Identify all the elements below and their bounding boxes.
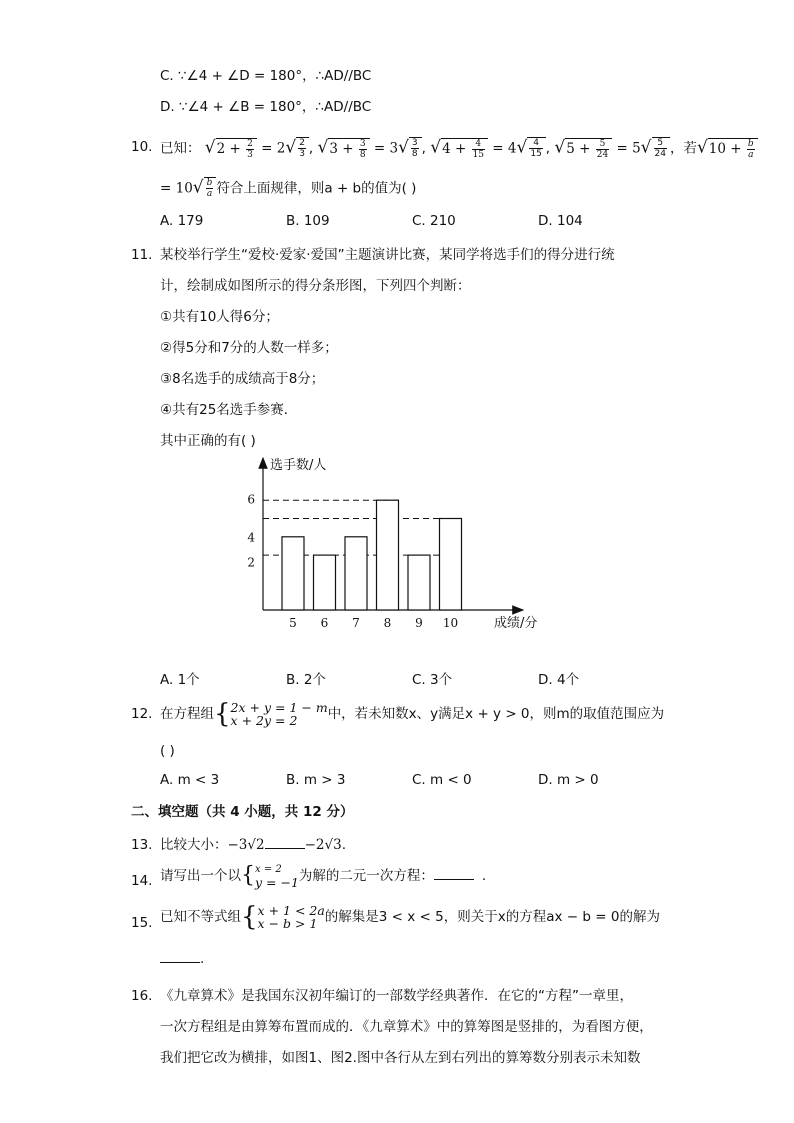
q14-pre: 请写出一个以 bbox=[160, 868, 241, 884]
q10-option-a: A. 179 bbox=[160, 213, 204, 229]
q10-number: 10. bbox=[131, 139, 153, 155]
y-axis-label: 选手数/人 bbox=[270, 458, 327, 473]
q9-option-c: C. ∵∠4 + ∠D = 180°，∴AD//BC bbox=[160, 68, 372, 84]
y-tick-label-2: 2 bbox=[247, 555, 255, 570]
q10-stem: 已知： √2 + $\frac{2}{3}$ = 2√ $\frac{2}{3}$ , √3 + $\frac{3}{8}$ = 3√ $\frac{3}{8}$ , √4 + $\frac{4}{15}$ = 4√ $\frac{4}{15}$ , √5 + $\frac{5}{24}$ = 5√ $\frac{5}{24}$ ，若√10 + $\frac{b}{a}$ bbox=[160, 137, 758, 160]
x-tick-label-5: 5 bbox=[289, 616, 297, 630]
q12-option-d: D. m > 0 bbox=[538, 772, 599, 788]
score-bar-chart bbox=[230, 450, 560, 640]
q10-suffix: 符合上面规律，则a + b的值为( ) bbox=[216, 180, 417, 197]
x-tick-label-6: 6 bbox=[320, 616, 329, 630]
q11-statement-1: ①共有10人得6分； bbox=[160, 309, 279, 325]
x-tick-label-7: 7 bbox=[352, 616, 360, 630]
q15-blank[interactable] bbox=[160, 950, 200, 963]
q10-option-c: C. 210 bbox=[412, 213, 456, 229]
q15-eq2: x − b > 1 bbox=[257, 916, 318, 931]
bar-5 bbox=[282, 537, 304, 610]
q15-eq1: x + 1 < 2a bbox=[257, 903, 325, 918]
q13-stem: 比较大小：−3√2 −2√3. bbox=[160, 837, 346, 853]
q12-option-b: B. m > 3 bbox=[286, 772, 346, 788]
q13-left: −3√2 bbox=[227, 837, 265, 853]
section-heading: 二、填空题（共 4 小题，共 12 分） bbox=[131, 804, 354, 820]
q12-number: 12. bbox=[131, 706, 153, 722]
y-tick-label-4: 4 bbox=[247, 530, 255, 545]
q11-statement-2: ②得5分和7分的人数一样多； bbox=[160, 340, 338, 356]
bar-10 bbox=[440, 519, 462, 611]
q10-option-b: B. 109 bbox=[286, 213, 330, 229]
q16-number: 16. bbox=[131, 988, 153, 1004]
q13-number: 13. bbox=[131, 837, 153, 853]
q14-x: x = 2 bbox=[255, 864, 282, 875]
q12-stem: 在方程组{ 2x + y = 1 − m x + 2y = 2 中，若未知数x、y满足x + y > 0，则m的取值范围应为 bbox=[160, 699, 665, 729]
q13-right: −2√3 bbox=[304, 837, 342, 853]
q11-number: 11. bbox=[131, 247, 153, 263]
q11-option-a: A. 1个 bbox=[160, 672, 200, 688]
q12-option-a: A. m < 3 bbox=[160, 772, 220, 788]
bar-8 bbox=[377, 500, 399, 610]
q11-statement-4: ④共有25名选手参赛． bbox=[160, 402, 298, 418]
q11-text-line2: 计，绘制成如图所示的得分条形图，下列四个判断： bbox=[160, 278, 471, 294]
q15-post: 的解集是3 < x < 5，则关于x的方程ax − b = 0的解为 bbox=[324, 909, 660, 925]
bar-9 bbox=[408, 555, 430, 610]
q15-number: 15. bbox=[131, 915, 153, 931]
q12-eq1: 2x + y = 1 − m bbox=[230, 700, 328, 715]
q16-line2: 一次方程组是由算筹布置而成的．《九章算术》中的算筹图是竖排的，为看图方便， bbox=[160, 1019, 653, 1035]
q14-stem: 请写出一个以{ x = 2 y = −1 为解的二元一次方程： . bbox=[160, 863, 487, 890]
q11-ask: 其中正确的有( ) bbox=[160, 433, 256, 449]
q9-option-d: D. ∵∠4 + ∠B = 180°，∴AD//BC bbox=[160, 99, 372, 115]
q14-post: 为解的二元一次方程： bbox=[298, 868, 434, 884]
y-tick-label-6: 6 bbox=[247, 492, 255, 507]
q10-intro: 已知： bbox=[160, 140, 201, 157]
q16-line3: 我们把它改为横排，如图1、图2.图中各行从左到右列出的算筹数分别表示未知数 bbox=[160, 1050, 641, 1066]
q12-option-c: C. m < 0 bbox=[412, 772, 472, 788]
q14-blank[interactable] bbox=[434, 867, 474, 880]
q11-statement-3: ③8名选手的成绩高于8分； bbox=[160, 371, 325, 387]
q12-pre: 在方程组 bbox=[160, 706, 214, 722]
q10-option-d: D. 104 bbox=[538, 213, 583, 229]
q15-pre: 已知不等式组 bbox=[160, 909, 241, 925]
q10-if: ，若 bbox=[669, 140, 697, 157]
q11-option-d: D. 4个 bbox=[538, 672, 580, 688]
q15-stem: 已知不等式组{ x + 1 < 2a x − b > 1 的解集是3 < x < 5，则关于x的方程ax − b = 0的解为 bbox=[160, 902, 660, 932]
q12-post: 中，若未知数x、y满足x + y > 0，则m的取值范围应为 bbox=[327, 706, 665, 722]
q13-pre: 比较大小： bbox=[160, 837, 228, 853]
q11-option-c: C. 3个 bbox=[412, 672, 453, 688]
q14-y: y = −1 bbox=[255, 875, 299, 890]
q16-line1: 《九章算术》是我国东汉初年编订的一部数学经典著作．在它的“方程”一章里， bbox=[160, 988, 633, 1004]
x-tick-label-10: 10 bbox=[442, 616, 459, 630]
q11-text-line1: 某校举行学生“爱校·爱家·爱国”主题演讲比赛，某同学将选手们的得分进行统 bbox=[160, 247, 615, 263]
q11-option-b: B. 2个 bbox=[286, 672, 326, 688]
x-axis-label: 成绩/分 bbox=[494, 616, 538, 631]
x-tick-label-8: 8 bbox=[383, 616, 392, 630]
bar-7 bbox=[345, 537, 367, 610]
q10-stem-cont: = 10√ $\frac{b}{a}$ 符合上面规律，则a + b的值为( ) bbox=[160, 177, 417, 199]
x-tick-label-9: 9 bbox=[415, 616, 423, 630]
q12-paren: ( ) bbox=[160, 743, 175, 759]
q15-answer: . bbox=[160, 949, 204, 969]
bar-6 bbox=[314, 555, 336, 610]
q12-eq2: x + 2y = 2 bbox=[230, 713, 298, 728]
q14-number: 14. bbox=[131, 873, 153, 889]
q13-blank[interactable] bbox=[265, 836, 305, 849]
